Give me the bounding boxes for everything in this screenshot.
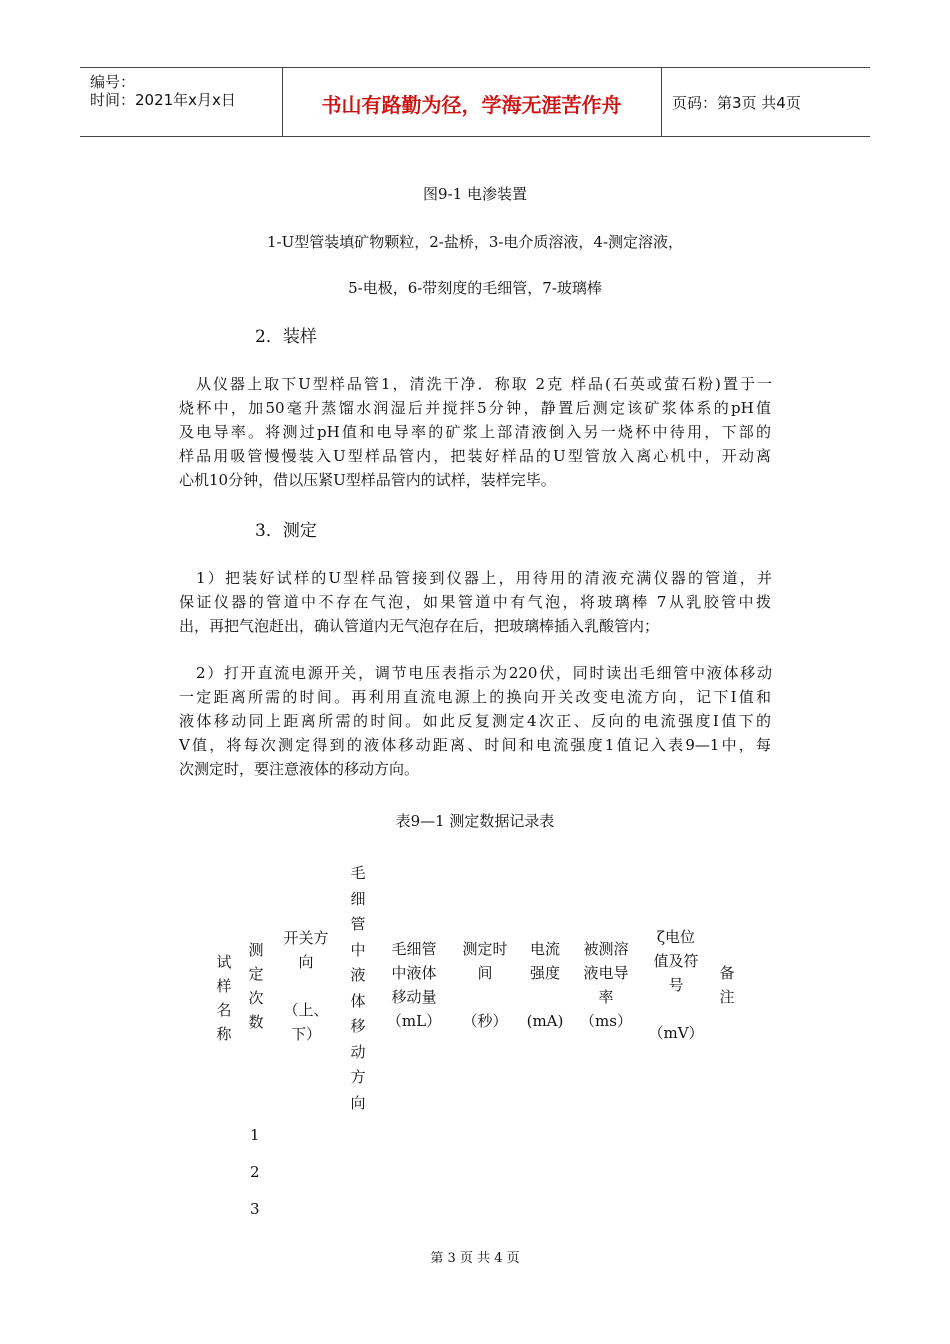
step-2-paragraph-cont: [179, 685, 771, 781]
header-motto-cell: [282, 68, 662, 136]
table-header-liquid-direction: 毛 细 管 中 液 体 移 动 方 向: [350, 864, 366, 1112]
date-label: 时间：2021年x月x日: [90, 91, 236, 109]
section-2-paragraph: [196, 372, 772, 396]
figure-caption: 图9-1 电渗装置: [423, 185, 527, 203]
paragraph-line: 心机10分钟，借以压紧U型样品管内的试样，装样完毕。: [179, 471, 556, 489]
step-2-paragraph: [196, 661, 772, 685]
section-2-paragraph-cont: [179, 396, 771, 492]
table-header-sample-name: 试 样 名 称: [216, 953, 232, 1043]
paragraph-line: 2）打开直流电源开关，调节电压表指示为220伏，同时读出毛细管中液体移动: [196, 664, 772, 682]
paragraph-line: 液体移动同上距离所需的时间。如此反复测定4次正、反向的电流强度I值下的: [179, 712, 771, 730]
header-info-cell: [80, 68, 283, 136]
paragraph-line: V值，将每次测定得到的液体移动距离、时间和电流强度1值记入表9—1中，每: [179, 736, 771, 754]
page-footer: 第 3 页 共 4 页: [430, 1251, 520, 1266]
section-3-heading: 3．测定: [255, 521, 317, 541]
table-header-remarks: 备 注: [719, 964, 735, 1006]
document-header: [80, 67, 870, 137]
table-header-conductivity: 被测溶 液电导 率 （ms）: [580, 940, 632, 1030]
step-1-paragraph: [196, 566, 772, 590]
table-row-number: 1: [250, 1126, 260, 1144]
paragraph-line: 一定距离所需的时间。再利用直流电源上的换向开关改变电流方向，记下I值和: [179, 688, 771, 706]
paragraph-line: 1）把装好试样的U型样品管接到仪器上，用待用的清液充满仪器的管道，并: [196, 569, 772, 587]
paragraph-line: 出，再把气泡赶出，确认管道内无气泡存在后，把玻璃棒插入乳酸管内；: [179, 617, 660, 635]
table-header-zeta-potential: ζ电位 值及符 号 （mV）: [648, 928, 704, 1042]
paragraph-line: 保证仪器的管道中不存在气泡，如果管道中有气泡，将玻璃棒 7从乳胶管中拨: [179, 593, 771, 611]
table-header-movement-amount: 毛细管 中液体 移动量 （mL）: [386, 940, 442, 1030]
figure-legend-line-2: 5-电极，6-带刻度的毛细管，7-玻璃棒: [348, 279, 602, 297]
table-header-measure-count: 测 定 次 数: [248, 941, 264, 1031]
header-page-number: 页码：第3页 共4页: [672, 94, 801, 112]
paragraph-line: 从仪器上取下U型样品管1，清洗干净．称取 2克 样品(石英或萤石粉)置于一: [196, 375, 772, 393]
table-row-number: 2: [250, 1163, 260, 1181]
figure-legend-line-1: 1-U型管装填矿物颗粒，2-盐桥，3-电介质溶液，4-测定溶液，: [266, 233, 684, 251]
paragraph-line: 烧杯中，加50毫升蒸馏水润湿后并搅拌5分钟，静置后测定该矿浆体系的pH值: [179, 399, 771, 417]
table-caption: 表9—1 测定数据记录表: [395, 812, 555, 830]
paragraph-line: 次测定时，要注意液体的移动方向。: [179, 760, 420, 778]
table-header-current-strength: 电流 强度 (mA): [526, 940, 564, 1030]
table-header-switch-direction: 开关方 向 （上、 下）: [283, 929, 329, 1043]
section-2-heading: 2．装样: [255, 327, 317, 347]
step-1-paragraph-cont: [179, 590, 771, 638]
paragraph-line: 及电导率。将测过pH值和电导率的矿浆上部清液倒入另一烧杯中待用，下部的: [179, 423, 771, 441]
serial-number-label: 编号：: [90, 73, 136, 91]
table-row-number: 3: [250, 1200, 260, 1218]
table-header-measure-time: 测定时 间 （秒）: [462, 940, 508, 1030]
header-motto: 书山有路勤为径，学海无涯苦作舟: [321, 93, 622, 117]
paragraph-line: 样品用吸管慢慢装入U型样品管内，把装好样品的U型管放入离心机中，开动离: [179, 447, 771, 465]
header-page-cell: [662, 68, 870, 136]
